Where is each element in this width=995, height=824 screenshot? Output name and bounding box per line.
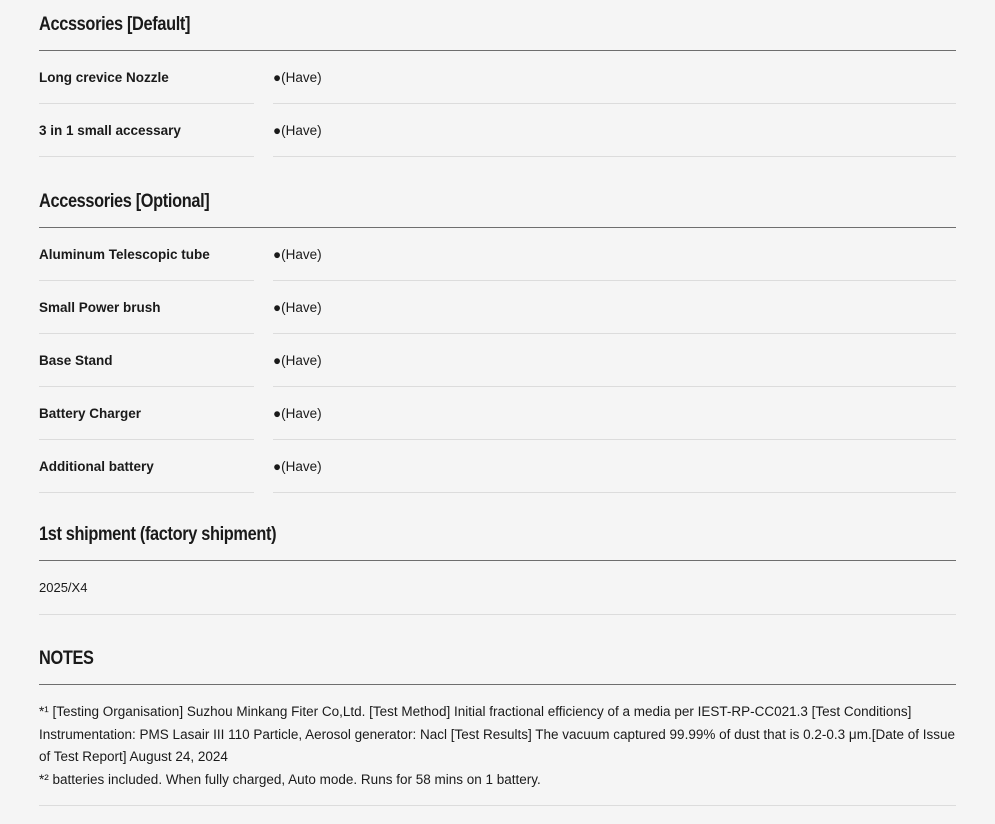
spec-row <box>39 334 956 387</box>
spec-row-label: Aluminum Telescopic tube <box>39 247 210 262</box>
spec-row <box>39 281 956 334</box>
accessories-default-header <box>39 0 956 51</box>
accessories-optional-rows <box>39 228 956 493</box>
note-2: *² batteries included. When fully charged, Auto mode. Runs for 58 mins on 1 battery. <box>39 771 541 787</box>
accessories-optional-section <box>39 177 956 493</box>
notes-title: NOTES <box>39 648 94 669</box>
note-1: *¹ [Testing Organisation] Suzhou Minkang Fiter Co,Ltd. [Test Method] Initial fractional efficiency of a media per IEST-RP-CC021.3 [Test Conditions] Instrumentation: PMS Lasair III 110 Particle, Aerosol generator: Nacl [Test Results] The vacuum captured 99.99% of dust that is 0.2-0.3 μm.[Date of Issue of Test Report] August 24, 2024 <box>39 704 955 764</box>
spec-row-value: ●(Have) <box>273 300 322 315</box>
spec-row <box>39 440 956 493</box>
spec-row-label: Long crevice Nozzle <box>39 70 169 85</box>
shipment-section <box>39 510 956 615</box>
shipment-header <box>39 510 956 561</box>
spec-row-label: Battery Charger <box>39 406 142 421</box>
spec-row-value: ●(Have) <box>273 353 322 368</box>
notes-section <box>39 634 956 806</box>
spec-row <box>39 51 956 104</box>
accessories-default-rows <box>39 51 956 157</box>
spec-row-value: ●(Have) <box>273 70 322 85</box>
spec-row-label: Small Power brush <box>39 300 161 315</box>
shipment-value: 2025/X4 <box>39 561 956 615</box>
spec-row-label: Base Stand <box>39 353 113 368</box>
accessories-optional-header <box>39 177 956 228</box>
notes-header <box>39 634 956 685</box>
spec-row <box>39 228 956 281</box>
spec-row-value: ●(Have) <box>273 459 322 474</box>
accessories-default-title: Accssories [Default] <box>39 14 191 35</box>
accessories-default-section <box>39 0 956 157</box>
spec-row <box>39 387 956 440</box>
spec-row <box>39 104 956 157</box>
spec-row-label: 3 in 1 small accessary <box>39 123 181 138</box>
spec-row-label: Additional battery <box>39 459 154 474</box>
spec-row-value: ●(Have) <box>273 123 322 138</box>
shipment-title: 1st shipment (factory shipment) <box>39 524 277 545</box>
spec-row-value: ●(Have) <box>273 406 322 421</box>
accessories-optional-title: Accessories [Optional] <box>39 191 210 212</box>
notes-body <box>39 685 956 806</box>
spec-page <box>39 0 956 806</box>
spec-row-value: ●(Have) <box>273 247 322 262</box>
